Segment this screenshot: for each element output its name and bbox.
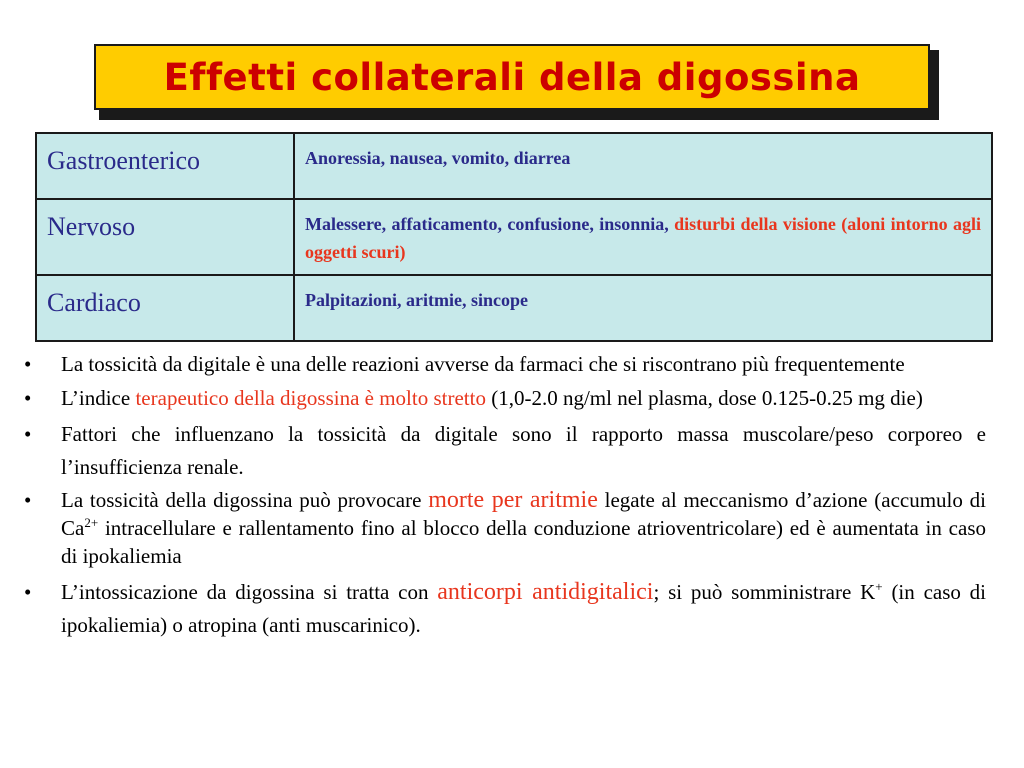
category-cell: Cardiaco — [36, 275, 294, 341]
list-item — [24, 418, 986, 484]
bullet-text: (1,0-2.0 ng/ml nel plasma, dose 0.125-0.25 mg die) — [485, 386, 923, 410]
bullet-text: Fattori che influenzano la tossicità da digitale sono il rapporto massa muscolare/peso corporeo e l’insufficienza renale. — [61, 422, 986, 479]
slide-title: Effetti collaterali della digossina — [163, 55, 861, 99]
bullet-marker: • — [24, 352, 32, 376]
bullet-text: L’intossicazione da digossina si tratta con — [61, 580, 438, 604]
bullet-text: legate al meccanismo d’azione (accumulo di Ca — [61, 488, 986, 540]
list-item — [24, 384, 986, 412]
list-item — [24, 486, 986, 570]
bullet-text: La tossicità da digitale è una delle reazioni avverse da farmaci che si riscontrano più frequentemente — [61, 352, 905, 376]
category-cell: Gastroenterico — [36, 133, 294, 199]
bullet-marker: • — [24, 386, 32, 410]
side-effects-table — [35, 132, 993, 342]
superscript: 2+ — [84, 515, 99, 530]
title-box — [94, 44, 930, 110]
table-row — [36, 275, 992, 341]
bullet-marker: • — [24, 422, 32, 446]
table-row — [36, 133, 992, 199]
bullet-text: La tossicità della digossina può provocare — [61, 488, 429, 512]
bullet-highlight: anticorpi antidigitalici — [437, 579, 654, 605]
bullet-highlight: morte per aritmie — [428, 487, 598, 513]
effects-text: Malessere, affaticamento, confusione, insonnia, — [305, 214, 675, 234]
effects-cell: Anoressia, nausea, vomito, diarrea — [294, 133, 992, 199]
effects-cell — [294, 199, 992, 275]
bullet-text: intracellulare e rallentamento fino al blocco della conduzione atrioventricolare) ed è aumentata in caso di ipokaliemia — [61, 516, 986, 568]
bullet-text: ; si può somministrare K — [653, 580, 876, 604]
superscript: + — [875, 579, 883, 594]
effects-cell: Palpitazioni, aritmie, sincope — [294, 275, 992, 341]
effects-highlight: disturbi della visione (aloni intorno agli oggetti scuri) — [305, 214, 981, 262]
table-row — [36, 199, 992, 275]
bullet-text: L’indice — [61, 386, 136, 410]
bullet-highlight: terapeutico della digossina è molto stretto — [135, 386, 486, 410]
bullet-marker: • — [24, 488, 32, 512]
category-cell: Nervoso — [36, 199, 294, 275]
bullet-marker: • — [24, 580, 32, 604]
bullet-list — [24, 350, 986, 648]
list-item — [24, 350, 986, 378]
list-item — [24, 576, 986, 642]
bullet-text: (in caso di ipokaliemia) o atropina (anti muscarinico). — [61, 580, 987, 637]
